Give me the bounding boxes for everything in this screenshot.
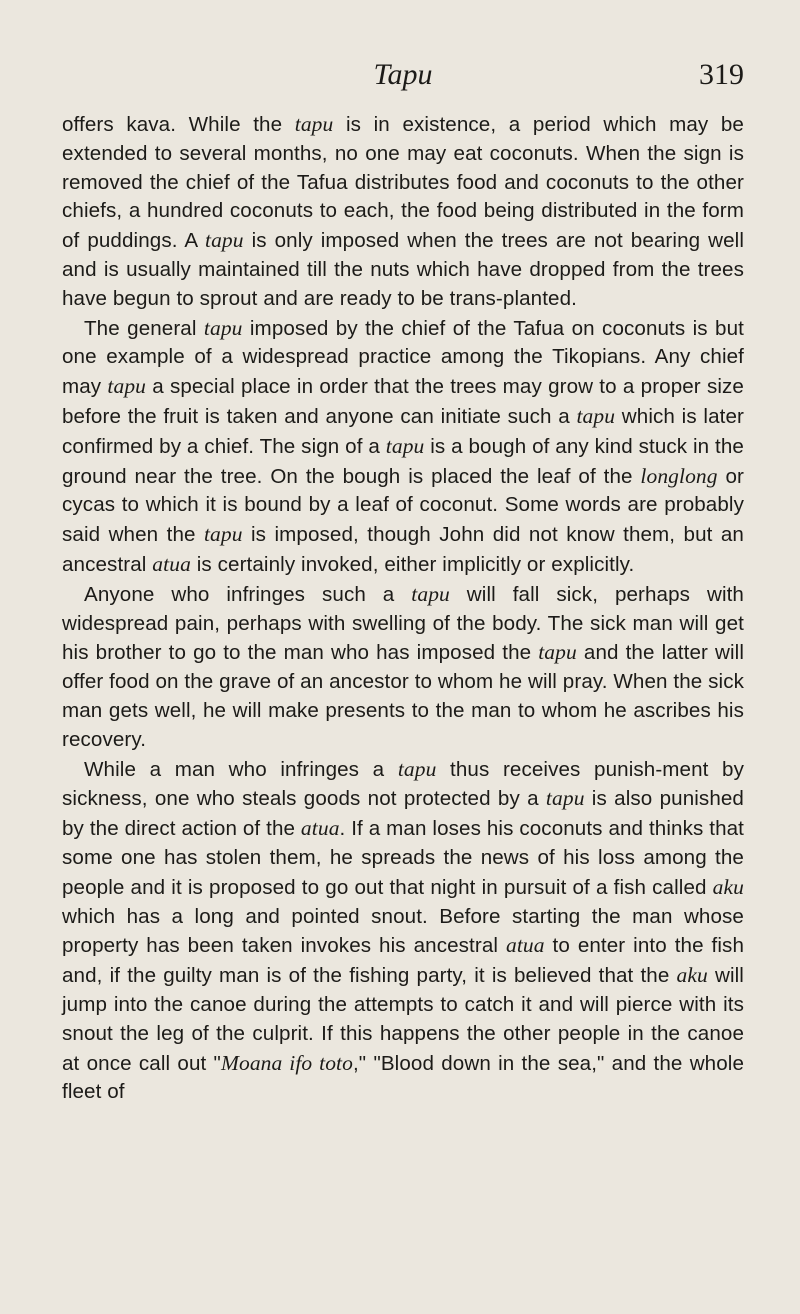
text-run: and the latter will offer food on the grave of an ancestor to whom he will pray. When the sick man gets well, he will make presents to the man to whom he ascribes his recovery. [62,641,745,751]
italic-term: atua [152,551,191,576]
text-run: is only imposed when the trees are not bearing well and is usually maintained till the nuts which have dropped from the trees have begun to sprout and are ready to be trans-planted. [62,229,744,310]
italic-term: tapu [205,228,244,253]
text-run: The general [84,316,204,340]
text-run: ," "Blood down in the sea," and the whole fleet of [62,1051,745,1104]
book-page [62,40,744,1107]
text-run: offers kava. While the [62,113,295,136]
text-run: will fall sick, perhaps with widespread pain, perhaps with swelling of the body. The sick man will get his brother to go to the man who has imposed the [62,582,744,665]
italic-term: atua [505,933,545,958]
text-run: which has a long and pointed snout. Before starting the man whose property has been taken invokes his ancestral [62,904,744,958]
italic-term: tapu [397,756,437,781]
italic-term: tapu [107,374,147,399]
italic-term: tapu [576,403,616,428]
italic-term: aku [712,874,744,899]
text-run: While a man who infringes a [84,757,398,781]
italic-term: atua [300,816,340,841]
text-run: is a bough of any kind stuck in the ground near the tree. On the bough is placed the leaf of the [62,434,744,488]
text-run: to enter into the fish and, if the guilty man is of the fishing party, it is believed that the [62,934,744,988]
italic-term: longlong [640,463,718,488]
text-run: is certainly invoked, either implicitly or explicitly. [190,552,635,576]
paragraph [62,314,744,580]
italic-term: aku [676,963,708,988]
text-run: or cycas to which it is bound by a leaf of coconut. Some words are probably said when the [62,464,744,547]
text-run: Anyone who infringes such a [84,582,412,606]
text-run: imposed by the chief of the Tafua on coconuts is but one example of a widespread practice among the Tikopians. Any chief may [62,316,744,399]
text-run: a special place in order that the trees may grow to a proper size before the fruit is taken and anyone can initiate such a [62,375,744,428]
italic-term: tapu [538,640,577,665]
italic-term: tapu [203,522,243,547]
italic-term: tapu [203,315,243,340]
text-run: . If a man loses his coconuts and thinks that some one has stolen them, he spreads the news of his loss among the people and it is proposed to go out that night in pursuit of a fish called [62,817,744,899]
italic-term: Moana ifo toto [220,1050,353,1075]
paragraph [62,110,744,314]
text-run: is in existence, a period which may be extended to several months, no one may eat coconuts. When the sign is removed the chief of the Tafua distributes food and coconuts to the other chiefs, a hundred coconuts to each, the food being distributed in the form of puddings. A [62,113,744,253]
body-text [62,110,744,1107]
italic-term: tapu [545,786,585,811]
text-run: is also punished by the direct action of the [62,787,744,841]
page-number: 319 [699,58,744,91]
running-head [62,40,744,110]
paragraph [62,580,744,755]
running-title: Tapu [373,58,433,91]
paragraph [62,755,744,1108]
italic-term: tapu [385,433,425,458]
text-run: will jump into the canoe during the attempts to catch it and will pierce with its snout the leg of the culprit. If this happens the other people in the canoe at once call out " [62,964,744,1075]
italic-term: tapu [411,581,450,606]
text-run: thus receives punish-ment by sickness, one who steals goods not protected by a [62,757,744,811]
text-run: is imposed, though John did not know them, but an ancestral [62,523,744,576]
text-run: which is later confirmed by a chief. The sign of a [62,404,744,458]
italic-term: tapu [294,112,334,136]
